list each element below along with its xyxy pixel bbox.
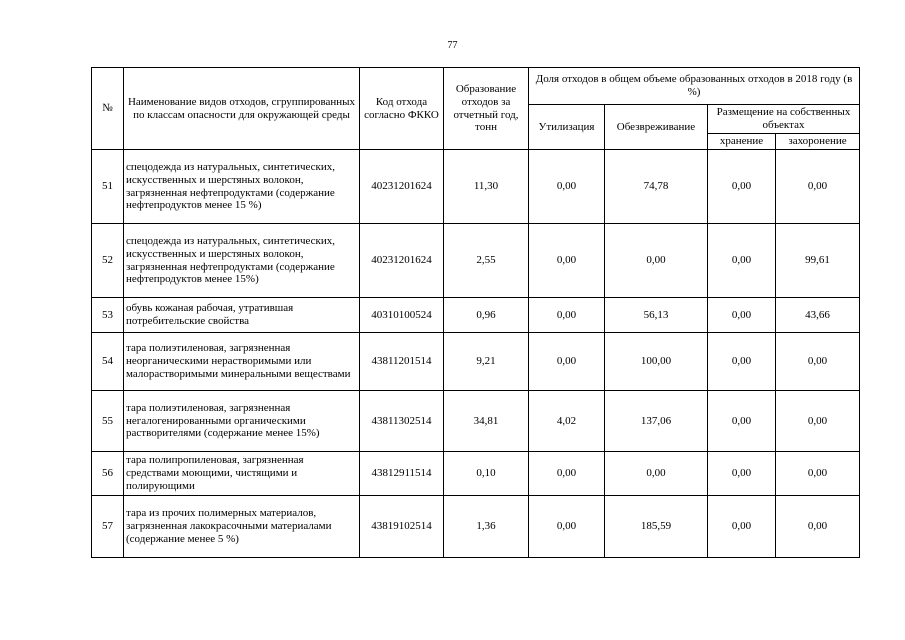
row-storage: 0,00	[708, 298, 776, 333]
row-utilization: 0,00	[529, 298, 605, 333]
row-neutralization: 185,59	[605, 496, 708, 558]
row-num: 54	[92, 333, 124, 391]
row-neutralization: 74,78	[605, 150, 708, 224]
row-num: 57	[92, 496, 124, 558]
row-num: 51	[92, 150, 124, 224]
header-burial: захоронение	[776, 134, 860, 150]
table-row	[92, 391, 860, 452]
row-formed: 2,55	[444, 224, 529, 298]
row-code: 43812911514	[360, 452, 444, 496]
row-burial: 0,00	[776, 333, 860, 391]
table-row	[92, 333, 860, 391]
row-name: тара полиэтиленовая, загрязненная неорганическими нерастворимыми или малорастворимыми минеральными веществами	[124, 333, 360, 391]
row-code: 40231201624	[360, 224, 444, 298]
row-code: 40231201624	[360, 150, 444, 224]
table-row	[92, 496, 860, 558]
row-formed: 34,81	[444, 391, 529, 452]
row-neutralization: 56,13	[605, 298, 708, 333]
row-num: 56	[92, 452, 124, 496]
row-num: 53	[92, 298, 124, 333]
row-utilization: 0,00	[529, 452, 605, 496]
row-burial: 43,66	[776, 298, 860, 333]
row-utilization: 0,00	[529, 224, 605, 298]
header-placement: Размещение на собственных объектах	[708, 105, 860, 134]
row-utilization: 0,00	[529, 333, 605, 391]
row-burial: 0,00	[776, 391, 860, 452]
waste-table	[91, 67, 860, 558]
row-name: спецодежда из натуральных, синтетических, искусственных и шерстяных волокон, загрязненная нефтепродуктами (содержание нефтепродуктов менее 15 %)	[124, 150, 360, 224]
row-burial: 0,00	[776, 150, 860, 224]
table-row	[92, 224, 860, 298]
header-utilization: Утилизация	[529, 105, 605, 150]
header-storage: хранение	[708, 134, 776, 150]
row-neutralization: 137,06	[605, 391, 708, 452]
row-storage: 0,00	[708, 224, 776, 298]
page-number: 77	[447, 40, 458, 51]
row-utilization: 0,00	[529, 150, 605, 224]
row-formed: 11,30	[444, 150, 529, 224]
row-name: тара из прочих полимерных материалов, загрязненная лакокрасочными материалами (содержание менее 5 %)	[124, 496, 360, 558]
row-storage: 0,00	[708, 496, 776, 558]
table-row	[92, 298, 860, 333]
header-formed: Образование отходов за отчетный год, тонн	[444, 68, 529, 150]
row-utilization: 0,00	[529, 496, 605, 558]
header-neutralization: Обезвреживание	[605, 105, 708, 150]
row-neutralization: 100,00	[605, 333, 708, 391]
row-code: 43811201514	[360, 333, 444, 391]
header-num: №	[92, 68, 124, 150]
header-share: Доля отходов в общем объеме образованных отходов в 2018 году (в %)	[529, 68, 860, 105]
row-code: 43819102514	[360, 496, 444, 558]
row-neutralization: 0,00	[605, 224, 708, 298]
row-num: 52	[92, 224, 124, 298]
row-name: тара полиэтиленовая, загрязненная негалогенированными органическими растворителями (содержание менее 15%)	[124, 391, 360, 452]
row-formed: 1,36	[444, 496, 529, 558]
row-name: тара полипропиленовая, загрязненная средствами моющими, чистящими и полирующими	[124, 452, 360, 496]
row-name: спецодежда из натуральных, синтетических, искусственных и шерстяных волокон, загрязненная нефтепродуктами (содержание нефтепродуктов менее 15%)	[124, 224, 360, 298]
row-formed: 0,96	[444, 298, 529, 333]
table-row	[92, 150, 860, 224]
table-row	[92, 452, 860, 496]
row-storage: 0,00	[708, 452, 776, 496]
row-storage: 0,00	[708, 150, 776, 224]
row-formed: 9,21	[444, 333, 529, 391]
row-code: 40310100524	[360, 298, 444, 333]
row-name: обувь кожаная рабочая, утратившая потребительские свойства	[124, 298, 360, 333]
row-burial: 99,61	[776, 224, 860, 298]
header-name: Наименование видов отходов, сгруппированных по классам опасности для окружающей среды	[124, 68, 360, 150]
row-burial: 0,00	[776, 496, 860, 558]
row-storage: 0,00	[708, 391, 776, 452]
row-formed: 0,10	[444, 452, 529, 496]
row-neutralization: 0,00	[605, 452, 708, 496]
row-num: 55	[92, 391, 124, 452]
row-storage: 0,00	[708, 333, 776, 391]
row-code: 43811302514	[360, 391, 444, 452]
row-burial: 0,00	[776, 452, 860, 496]
row-utilization: 4,02	[529, 391, 605, 452]
header-code: Код отхода согласно ФККО	[360, 68, 444, 150]
